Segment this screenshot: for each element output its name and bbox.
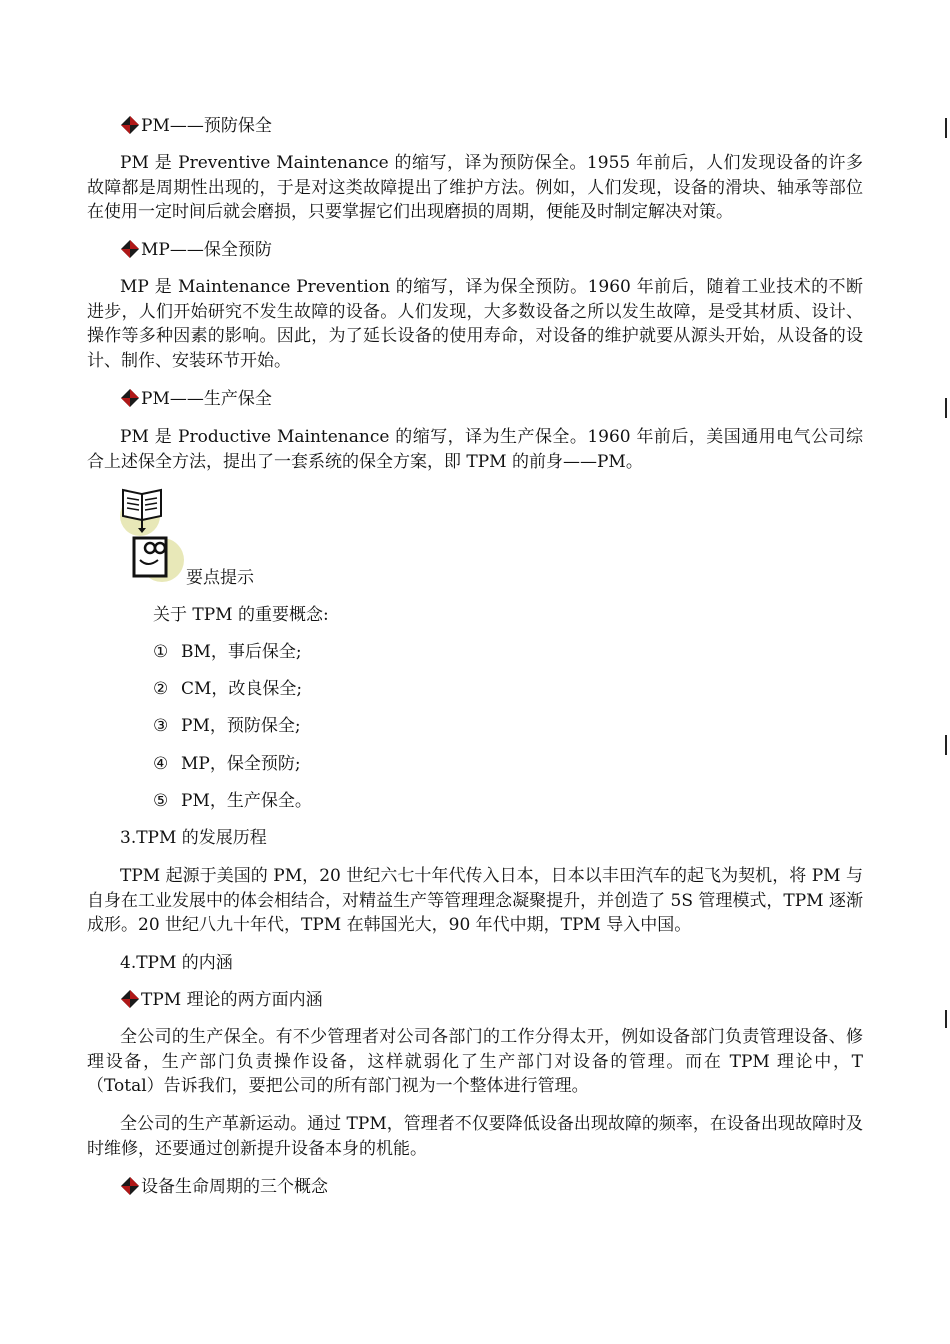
list-number: ② [153, 679, 169, 699]
sub-heading-two-aspects: TPM 理论的两方面内涵 [120, 988, 323, 1012]
list-number: ⑤ [153, 791, 169, 811]
list-item: ③ PM，预防保全; [153, 716, 301, 736]
section-heading-pm-productive: PM——生产保全 [120, 387, 272, 411]
list-number: ③ [153, 716, 169, 736]
paragraph-pm-preventive: PM 是 Preventive Maintenance 的缩写，译为预防保全。1955 年前后，人们发现设备的许多故障都是周期性出现的，于是对这类故障提出了维护方法。例如，人们发现，设备的滑块、轴承等部位在使用一定时间后就会磨损，只要掌握它们出现磨损的周期，便能及时制定解决对策。 [87, 153, 863, 222]
diamond-bullet-icon [120, 1176, 140, 1196]
section-heading-pm-preventive: PM——预防保全 [120, 114, 272, 138]
section-heading-history: 3.TPM 的发展历程 [120, 828, 267, 848]
diamond-bullet-icon [120, 239, 140, 259]
paragraph-history: TPM 起源于美国的 PM，20 世纪六七十年代传入日本，日本以丰田汽车的起飞为契机，将 PM 与自身在工业发展中的体会相结合，对精益生产等管理理念凝聚提升，并创造了 5S 管理模式，TPM 逐渐成形。20 世纪八九十年代，TPM 在韩国光大，90 年代中期，TPM 导入中国。 [87, 866, 863, 935]
section-heading-meaning: 4.TPM 的内涵 [120, 953, 233, 973]
sub-heading-lifecycle: 设备生命周期的三个概念 [120, 1175, 328, 1199]
list-item: ② CM，改良保全; [153, 679, 303, 699]
margin-rule [945, 398, 947, 418]
section-heading-mp: MP——保全预防 [120, 238, 272, 262]
margin-rule [945, 735, 947, 755]
margin-rule [945, 1010, 947, 1028]
margin-rule [945, 118, 947, 138]
book-and-notepad-icon [118, 486, 188, 586]
list-number: ④ [153, 754, 169, 774]
diamond-bullet-icon [120, 115, 140, 135]
list-number: ① [153, 642, 169, 662]
paragraph-mp: MP 是 Maintenance Prevention 的缩写，译为保全预防。1960 年前后，随着工业技术的不断进步，人们开始研究不发生故障的设备。人们发现，大多数设备之所以发生故障，是受其材质、设计、操作等多种因素的影响。因此，为了延长设备的使用寿命，对设备的维护就要从源头开始，从设备的设计、制作、安装环节开始。 [87, 277, 863, 371]
tip-label: 要点提示 [186, 568, 254, 588]
list-item: ④ MP，保全预防; [153, 754, 301, 774]
list-item: ① BM，事后保全; [153, 642, 302, 662]
tip-intro: 关于 TPM 的重要概念: [153, 605, 329, 625]
diamond-bullet-icon [120, 388, 140, 408]
paragraph-meaning-2: 全公司的生产革新运动。通过 TPM，管理者不仅要降低设备出现故障的频率，在设备出现故障时及时维修，还要通过创新提升设备本身的机能。 [87, 1114, 863, 1159]
paragraph-pm-productive: PM 是 Productive Maintenance 的缩写，译为生产保全。1960 年前后，美国通用电气公司综合上述保全方法，提出了一套系统的保全方案，即 TPM 的前身——PM。 [87, 427, 863, 472]
diamond-bullet-icon [120, 989, 140, 1009]
list-item: ⑤ PM，生产保全。 [153, 791, 312, 811]
paragraph-meaning-1: 全公司的生产保全。有不少管理者对公司各部门的工作分得太开，例如设备部门负责管理设备、修理设备，生产部门负责操作设备，这样就弱化了生产部门对设备的管理。而在 TPM 理论中，T（Total）告诉我们，要把公司的所有部门视为一个整体进行管理。 [87, 1027, 863, 1096]
